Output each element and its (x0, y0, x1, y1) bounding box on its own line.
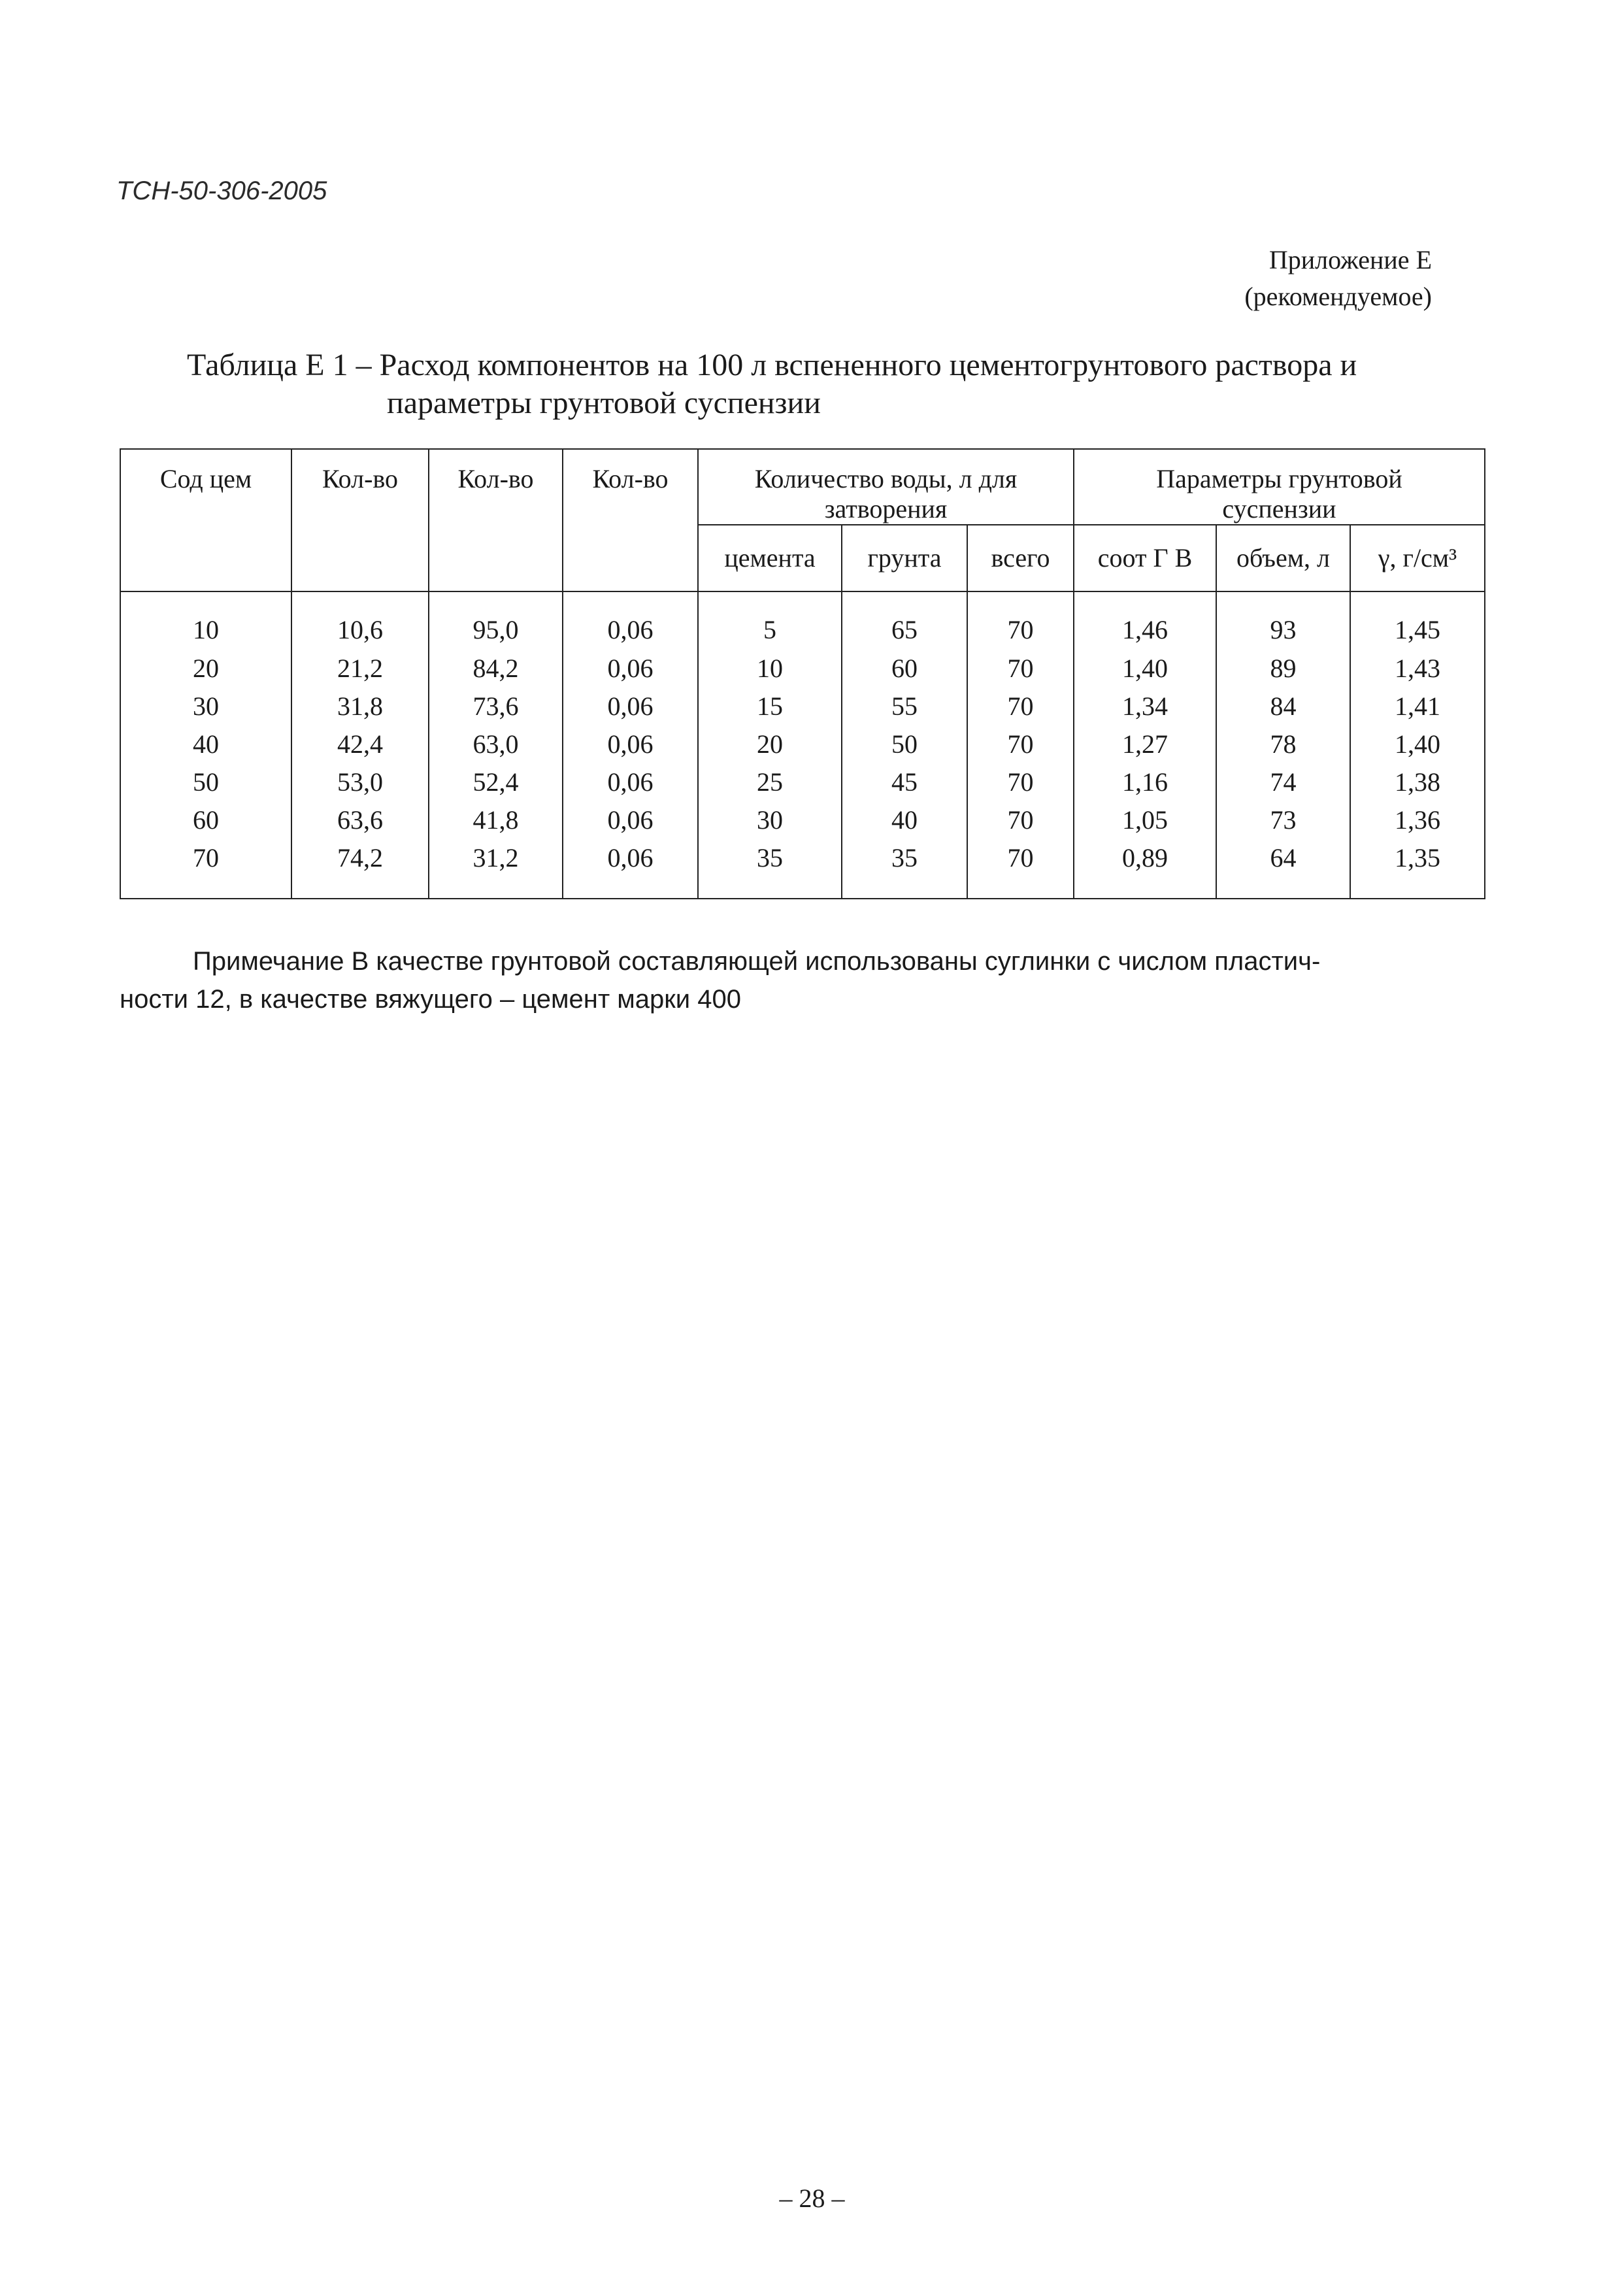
note-line-2: ности 12, в качестве вяжущего – цемент марки 400 (120, 985, 741, 1014)
header-cement-content: Сод цем (120, 449, 291, 591)
table-cell: 0,06 (563, 802, 698, 840)
header-water-soil: грунта (842, 525, 967, 591)
table-cell: 52,4 (429, 764, 563, 802)
table-cell: 25 (698, 764, 842, 802)
document-code: ТСН-50-306-2005 (116, 176, 327, 205)
header-density: γ, г/см³ (1350, 525, 1485, 591)
table-cell: 0,06 (563, 591, 698, 650)
table-cell: 0,06 (563, 840, 698, 899)
header-water-group: Количество воды, л для затворения (698, 449, 1074, 525)
table-cell: 1,46 (1074, 591, 1216, 650)
table-cell: 1,43 (1350, 650, 1485, 688)
table-cell: 70 (967, 802, 1074, 840)
table-row (120, 591, 1485, 650)
header-qty-2: Кол-во (429, 449, 563, 591)
table-cell: 35 (842, 840, 967, 899)
table-cell: 1,34 (1074, 688, 1216, 726)
header-params-group: Параметры грунтовой суспензии (1074, 449, 1485, 525)
table-cell: 1,27 (1074, 726, 1216, 764)
table-cell: 15 (698, 688, 842, 726)
table-cell: 30 (120, 688, 291, 726)
table-cell: 1,40 (1350, 726, 1485, 764)
header-water-cement: цемента (698, 525, 842, 591)
table-cell: 5 (698, 591, 842, 650)
table-cell: 0,06 (563, 650, 698, 688)
header-volume: объем, л (1216, 525, 1350, 591)
appendix-label (1244, 242, 1432, 315)
table-cell: 84,2 (429, 650, 563, 688)
header-ratio: соот Г В (1074, 525, 1216, 591)
table-cell: 74,2 (291, 840, 429, 899)
table-cell: 1,38 (1350, 764, 1485, 802)
table-cell: 35 (698, 840, 842, 899)
table-row (120, 726, 1485, 764)
table-cell: 95,0 (429, 591, 563, 650)
table-cell: 30 (698, 802, 842, 840)
table-cell: 10 (698, 650, 842, 688)
table-cell: 64 (1216, 840, 1350, 899)
table-caption-line-2: параметры грунтовой суспензии (387, 386, 821, 420)
table-cell: 70 (120, 840, 291, 899)
table-cell: 1,16 (1074, 764, 1216, 802)
table-cell: 70 (967, 726, 1074, 764)
table-cell: 70 (967, 688, 1074, 726)
table-cell: 70 (967, 591, 1074, 650)
table-cell: 73,6 (429, 688, 563, 726)
table-cell: 42,4 (291, 726, 429, 764)
table-cell: 74 (1216, 764, 1350, 802)
appendix-title: Приложение Е (1268, 245, 1432, 274)
table-cell: 63,0 (429, 726, 563, 764)
table-cell: 20 (698, 726, 842, 764)
table-cell: 40 (842, 802, 967, 840)
table-caption-line-1: Таблица Е 1 – Расход компонентов на 100 л вспененного цементогрунтового раствора и (187, 348, 1357, 382)
table-cell: 0,06 (563, 726, 698, 764)
table-cell: 70 (967, 764, 1074, 802)
table-row (120, 764, 1485, 802)
table-cell: 63,6 (291, 802, 429, 840)
table-cell: 41,8 (429, 802, 563, 840)
table-cell: 10,6 (291, 591, 429, 650)
table-cell: 1,35 (1350, 840, 1485, 899)
table-cell: 93 (1216, 591, 1350, 650)
table-cell: 45 (842, 764, 967, 802)
table-cell: 60 (120, 802, 291, 840)
page-number: – 28 – (779, 2184, 845, 2213)
note-line-1-text: Примечание В качестве грунтовой составляющей использованы суглинки с числом пластич- (193, 947, 1321, 976)
table-cell: 0,06 (563, 764, 698, 802)
header-water-total: всего (967, 525, 1074, 591)
table-cell: 50 (120, 764, 291, 802)
table-cell: 1,36 (1350, 802, 1485, 840)
table-note (120, 942, 1482, 1018)
table-cell: 1,45 (1350, 591, 1485, 650)
table-cell: 1,40 (1074, 650, 1216, 688)
table-cell: 65 (842, 591, 967, 650)
table-row (120, 802, 1485, 840)
table-cell: 1,41 (1350, 688, 1485, 726)
header-qty-1: Кол-во (291, 449, 429, 591)
table-cell: 21,2 (291, 650, 429, 688)
table-cell: 40 (120, 726, 291, 764)
table-caption (187, 346, 1357, 422)
table-cell: 70 (967, 840, 1074, 899)
header-qty-3: Кол-во (563, 449, 698, 591)
table-cell: 50 (842, 726, 967, 764)
data-table (120, 448, 1485, 899)
table-cell: 1,05 (1074, 802, 1216, 840)
table-row (120, 688, 1485, 726)
table-cell: 31,2 (429, 840, 563, 899)
table-cell: 20 (120, 650, 291, 688)
table-cell: 0,89 (1074, 840, 1216, 899)
table-cell: 10 (120, 591, 291, 650)
table-cell: 31,8 (291, 688, 429, 726)
table-cell: 89 (1216, 650, 1350, 688)
table-cell: 70 (967, 650, 1074, 688)
table-cell: 53,0 (291, 764, 429, 802)
table-cell: 84 (1216, 688, 1350, 726)
table-row (120, 650, 1485, 688)
appendix-status: (рекомендуемое) (1244, 282, 1432, 311)
table-cell: 0,06 (563, 688, 698, 726)
table-cell: 78 (1216, 726, 1350, 764)
table-cell: 73 (1216, 802, 1350, 840)
note-line-1 (120, 942, 1482, 980)
table-cell: 55 (842, 688, 967, 726)
table-cell: 60 (842, 650, 967, 688)
table-row (120, 840, 1485, 899)
